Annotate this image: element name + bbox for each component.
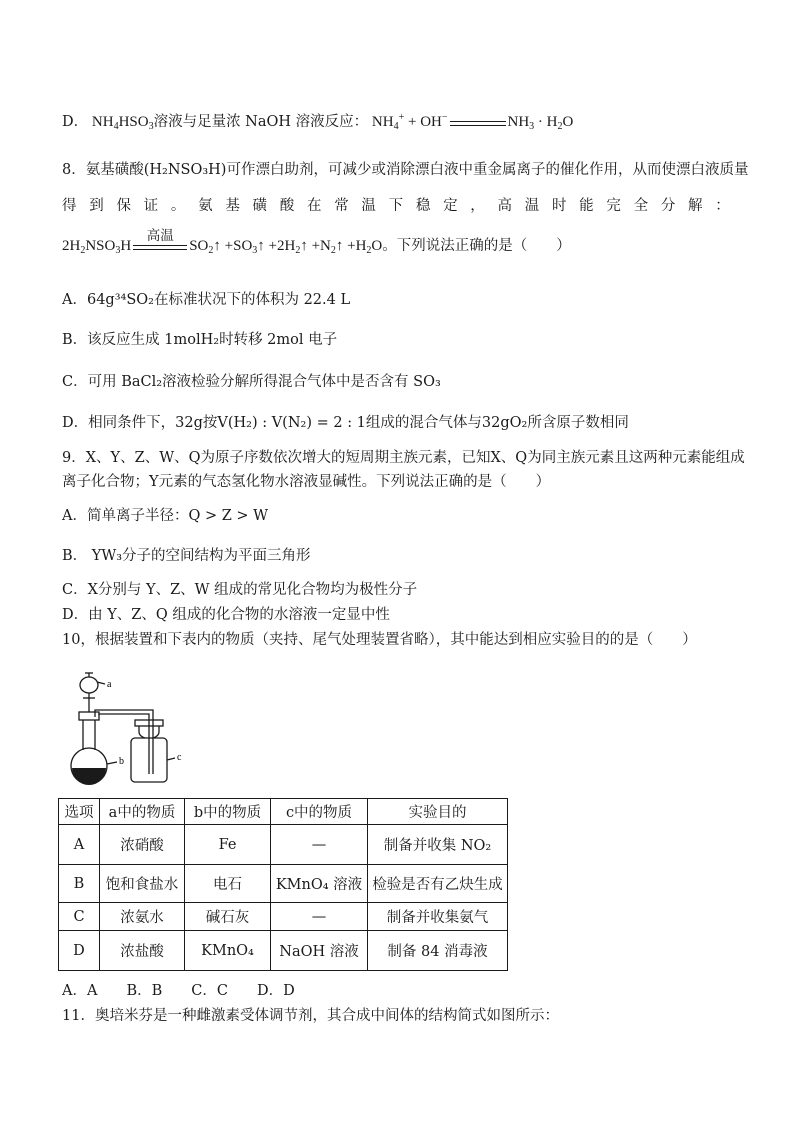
- table-cell: 浓硝酸: [100, 825, 185, 865]
- q7-option-d: [62, 108, 573, 137]
- table-cell: 制备并收集氨气: [368, 903, 508, 931]
- table-cell: 浓盐酸: [100, 931, 185, 971]
- q8-equation-line: [62, 228, 571, 261]
- table-cell: KMnO₄ 溶液: [271, 865, 368, 903]
- flask-solid: [72, 768, 106, 785]
- stem-char: 保: [116, 198, 131, 214]
- q9-stem-line1: 9．X、Y、Z、W、Q为原子序数依次增大的短周期主族元素，已知X、Q为同主族元素且这两种元素能组成: [62, 450, 745, 466]
- stem-char: 时: [551, 198, 567, 214]
- option-text: 溶液与足量浓 NaOH 溶液反应：: [153, 114, 369, 130]
- stem-char: 下: [388, 198, 404, 214]
- stem-char: ：: [715, 198, 730, 214]
- table-row: [59, 825, 508, 865]
- table-cell: Fe: [185, 825, 271, 865]
- q8-stem-line1: 8．氨基磺酸(H₂NSO₃H)可作漂白助剂，可减少或消除漂白液中重金属离子的催化作用，从而使漂白液质量: [62, 162, 749, 178]
- table-cell: KMnO₄: [185, 931, 271, 971]
- formula-nh4hso3: $NH_4HSO_3$: [88, 114, 154, 132]
- stem-char: 温: [361, 198, 376, 214]
- stem-char: 解: [688, 198, 703, 214]
- options-table: [58, 798, 508, 971]
- condition-label: 高温: [146, 228, 174, 243]
- table-cell: —: [271, 825, 368, 865]
- stem-char: 。: [170, 198, 186, 214]
- table-row: [59, 865, 508, 903]
- stem-char: 基: [225, 198, 240, 214]
- table-header-row: [59, 799, 508, 825]
- header-cell: 实验目的: [368, 799, 508, 825]
- header-cell: b中的物质: [185, 799, 271, 825]
- q8-option-d: D．相同条件下，32g按V(H₂) : V(N₂) = 2 : 1组成的混合气体与32gO₂所含原子数相同: [62, 415, 629, 431]
- q8-option-c: C．可用 BaCl₂溶液检验分解所得混合气体中是否含有 SO₃: [62, 374, 441, 390]
- apparatus-diagram: [55, 660, 205, 788]
- stem-char: ，: [470, 198, 485, 214]
- table-row: [59, 931, 508, 971]
- decomposition-equation: $2H_2NSO_3H$ 高温 $SO_2↑$ $+SO_3↑$ $+2H_2↑$ $+N_2↑ +H_2O$: [62, 228, 383, 256]
- q8-option-a: A．64g³⁴SO₂在标准状况下的体积为 22.4 L: [62, 292, 351, 308]
- stem-char: 常: [334, 198, 349, 214]
- funnel-bulb: [80, 677, 98, 693]
- table-cell: C: [59, 903, 100, 931]
- stem-char: 磺: [252, 198, 268, 214]
- label-c: c: [177, 752, 182, 763]
- stem-char: 完: [606, 198, 621, 214]
- q10-answer-choices: A．A B．B C．C D．D: [62, 983, 295, 999]
- stem-char: 温: [524, 198, 540, 214]
- table-cell: 电石: [185, 865, 271, 903]
- table-cell: 制备 84 消毒液: [368, 931, 508, 971]
- stem-char: 全: [633, 198, 649, 214]
- label-b: b: [119, 756, 124, 767]
- q9-option-c: C．X分别与 Y、Z、W 组成的常见化合物均为极性分子: [62, 582, 418, 598]
- stem-char: 高: [497, 198, 512, 214]
- stem-char: 分: [660, 198, 676, 214]
- table-cell: A: [59, 825, 100, 865]
- table-cell: 饱和食盐水: [100, 865, 185, 903]
- table-cell: —: [271, 903, 368, 931]
- stem-char: 证: [143, 198, 159, 214]
- header-cell: c中的物质: [271, 799, 368, 825]
- stem-char: 稳: [415, 198, 431, 214]
- stem-char: 在: [306, 198, 322, 214]
- header-cell: 选项: [59, 799, 100, 825]
- q10-stem: 10，根据装置和下表内的物质（夹持、尾气处理装置省略），其中能达到相应实验目的的是（ ）: [62, 632, 697, 648]
- q11-stem: 11．奥培米芬是一种雌激素受体调节剂，其合成中间体的结构简式如图所示：: [62, 1008, 559, 1024]
- q8-option-b: B．该反应生成 1molH₂时转移 2mol 电子: [62, 332, 338, 348]
- option-label: D．: [62, 114, 89, 130]
- q9-option-a: A．简单离子半径：Q > Z > W: [62, 508, 269, 524]
- table-cell: 碱石灰: [185, 903, 271, 931]
- stem-char: 氨: [198, 198, 213, 214]
- q9-option-d: D．由 Y、Z、Q 组成的化合物的水溶液一定显中性: [62, 607, 390, 623]
- stem-char: 定: [443, 198, 458, 214]
- q8-stem-line2: [62, 196, 730, 216]
- label-a: a: [107, 679, 112, 690]
- table-cell: 浓氨水: [100, 903, 185, 931]
- table-cell: B: [59, 865, 100, 903]
- table-cell: 检验是否有乙炔生成: [368, 865, 508, 903]
- table-cell: NaOH 溶液: [271, 931, 368, 971]
- header-cell: a中的物质: [100, 799, 185, 825]
- q9-stem-line2: 离子化合物；Y元素的气态氢化物水溶液显碱性。下列说法正确的是（ ）: [62, 474, 551, 490]
- ionic-equation: $NH_4^+ + OH^-$ $NH_3 \cdot H_2O$: [368, 112, 574, 132]
- table-row: [59, 903, 508, 931]
- table-cell: D: [59, 931, 100, 971]
- stem-char: 酸: [279, 198, 295, 214]
- stem-char: 到: [89, 198, 104, 214]
- stem-char: 得: [62, 198, 77, 214]
- table-cell: 制备并收集 NO₂: [368, 825, 508, 865]
- q9-option-b: B． YW₃分子的空间结构为平面三角形: [62, 548, 311, 564]
- stem-char: 能: [579, 198, 594, 214]
- question-prompt: 。下列说法正确的是（ ）: [382, 238, 571, 254]
